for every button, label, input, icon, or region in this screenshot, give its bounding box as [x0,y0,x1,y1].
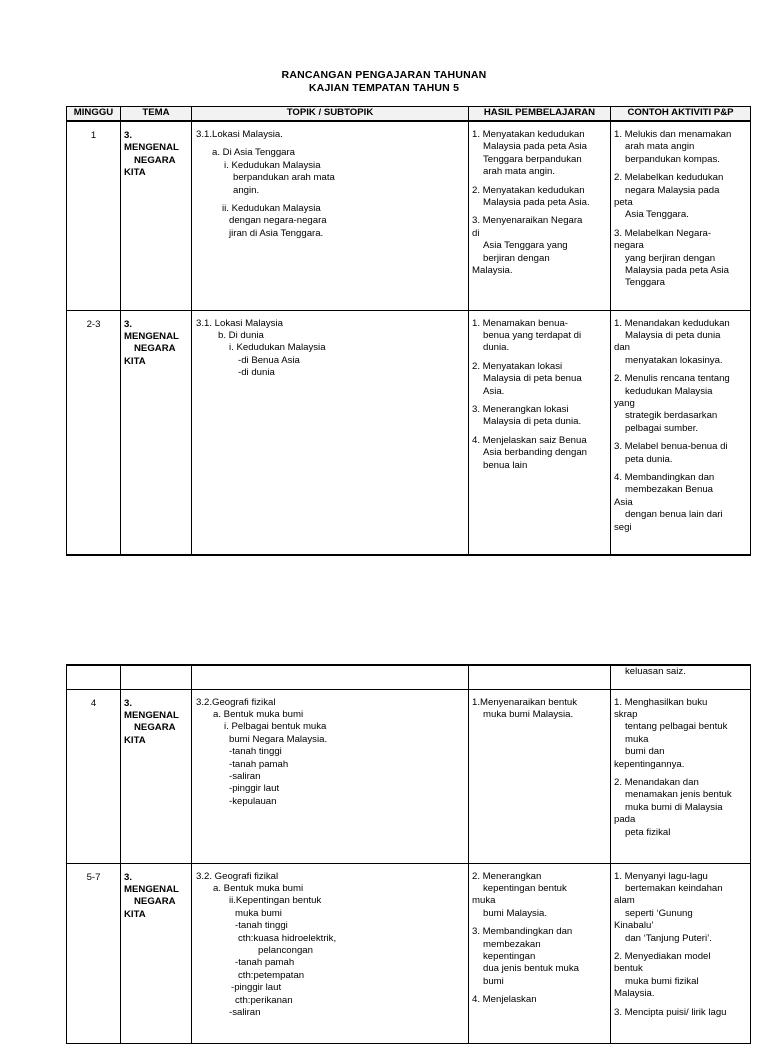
cell-contoh: 1. Menandakan kedudukan Malaysia di peta dunia dan menyatakan lokasinya. 2. Menulis rencana tentang kedudukan Malaysia yang strategik berdasarkan pelbagai sumber. 3. Melabel benua-benua di peta dunia. 4. Membandingkan dan membezakan Benua Asia dengan benua lain dari segi [611,310,751,555]
header-contoh: CONTOH AKTIVITI P&P [611,107,751,122]
plan-table-page-2 [66,664,751,1044]
cell-minggu: 5-7 [67,863,121,1043]
cell-minggu [67,665,121,689]
cell-tema: 3. MENGENAL NEGARA KITA [121,121,192,310]
cell-minggu: 4 [67,689,121,863]
cell-contoh: 1. Menghasilkan buku skrap tentang pelbagai bentuk muka bumi dan kepentingannya. 2. Menandakan dan menamakan jenis bentuk muka bumi di Malaysia pada peta fizikal [611,689,751,863]
plan-table-page-1 [66,106,751,556]
cell-topik: 3.1.Lokasi Malaysia. a. Di Asia Tenggara i. Kedudukan Malaysia berpandukan arah mata angin. ii. Kedudukan Malaysia dengan negara-negara jiran di Asia Tenggara. [192,121,469,310]
cell-contoh: 1. Menyanyi lagu-lagu bertemakan keindahan alam seperti ‘Gunung Kinabalu’ dan ‘Tanjung Puteri’. 2. Menyediakan model bentuk muka bumi fizikal Malaysia. 3. Mencipta puisi/ lirik lagu [611,863,751,1043]
cell-contoh: keluasan saiz. [611,665,751,689]
cell-hasil: 1.Menyenaraikan bentuk muka bumi Malaysia. [469,689,611,863]
cell-topik: 3.2. Geografi fizikal a. Bentuk muka bumi ii.Kepentingan bentuk muka bumi -tanah tinggi cth:kuasa hidroelektrik, pelancongan -tanah pamah cth:petempatan -pinggir laut cth:perikanan -saliran [192,863,469,1043]
cell-topik [192,665,469,689]
header-minggu: MINGGU [67,107,121,122]
cell-topik: 3.2.Geografi fizikal a. Bentuk muka bumi i. Pelbagai bentuk muka bumi Negara Malaysia. -tanah tinggi -tanah pamah -saliran -pinggir laut -kepulauan [192,689,469,863]
cell-tema: 3. MENGENAL NEGARA KITA [121,863,192,1043]
cell-hasil: 2. Menerangkan kepentingan bentuk muka bumi Malaysia. 3. Membandingkan dan membezakan kepentingan dua jenis bentuk muka bumi 4. Menjelaskan [469,863,611,1043]
header-topik: TOPIK / SUBTOPIK [192,107,469,122]
cell-contoh: 1. Melukis dan menamakan arah mata angin berpandukan kompas. 2. Melabelkan kedudukan negara Malaysia pada peta Asia Tenggara. 3. Melabelkan Negara- negara yang berjiran dengan Malaysia pada peta Asia Tenggara [611,121,751,310]
cell-hasil: 1. Menamakan benua- benua yang terdapat di dunia. 2. Menyatakan lokasi Malaysia di peta benua Asia. 3. Menerangkan lokasi Malaysia di peta dunia. 4. Menjelaskan saiz Benua Asia berbanding dengan benua lain [469,310,611,555]
table-header-row [67,107,751,122]
table-row [67,689,751,863]
document-subtitle: KAJIAN TEMPATAN TAHUN 5 [308,82,460,94]
cell-tema: 3. MENGENAL NEGARA KITA [121,689,192,863]
table-row [67,665,751,689]
header-hasil: HASIL PEMBELAJARAN [469,107,611,122]
document-title: RANCANGAN PENGAJARAN TAHUNAN [281,69,487,81]
cell-minggu: 2-3 [67,310,121,555]
cell-minggu: 1 [67,121,121,310]
cell-tema: 3. MENGENAL NEGARA KITA [121,310,192,555]
cell-tema [121,665,192,689]
table-row [67,310,751,555]
cell-hasil [469,665,611,689]
cell-topik: 3.1. Lokasi Malaysia b. Di dunia i. Kedudukan Malaysia -di Benua Asia -di dunia [192,310,469,555]
table-row [67,863,751,1043]
header-tema: TEMA [121,107,192,122]
cell-hasil: 1. Menyatakan kedudukan Malaysia pada peta Asia Tenggara berpandukan arah mata angin. 2. Menyatakan kedudukan Malaysia pada peta Asia. 3. Menyenaraikan Negara di Asia Tenggara yang berjiran dengan Malaysia. [469,121,611,310]
table-row [67,121,751,310]
